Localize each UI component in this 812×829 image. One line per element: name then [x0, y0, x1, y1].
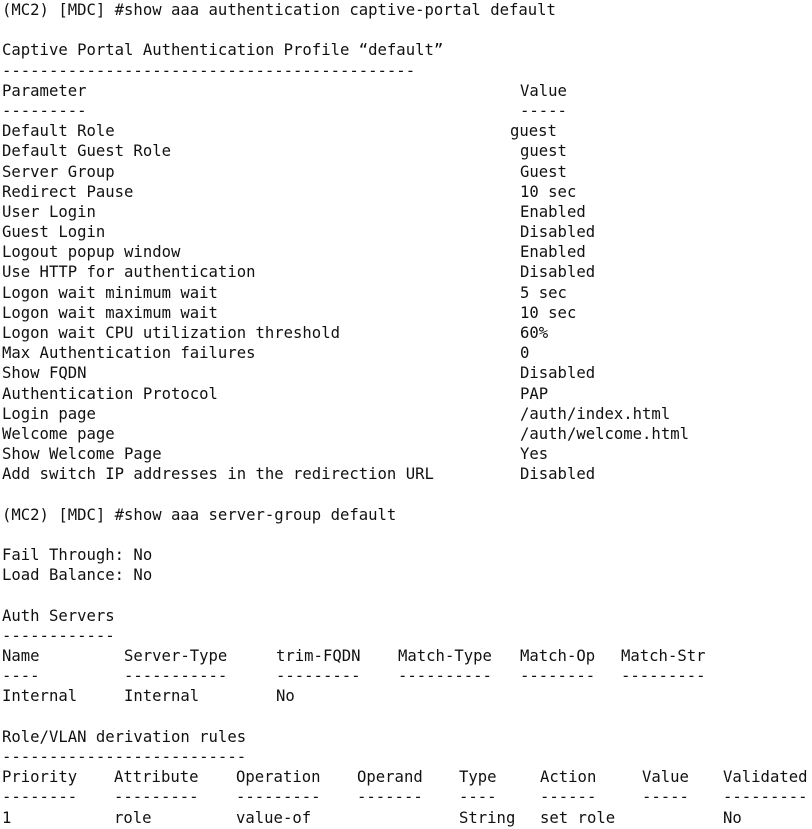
table-header [2, 767, 812, 787]
parameter-row [2, 464, 812, 484]
table-cell: set role [540, 808, 616, 827]
column-header-parameter: Parameter [2, 81, 87, 100]
parameter-value: Disabled [520, 465, 596, 484]
column-header: Server-Type [124, 647, 228, 665]
parameter-name: Login page [2, 404, 96, 423]
parameter-value: PAP [520, 384, 549, 403]
section-rule: ------------ [2, 626, 115, 645]
parameter-name: Show Welcome Page [2, 445, 162, 464]
parameter-value: 0 [520, 344, 530, 363]
load-balance-line: Load Balance: No [2, 566, 153, 585]
auth-servers-table [2, 646, 812, 707]
column-header: Value [642, 768, 689, 787]
parameter-value: Guest [520, 162, 567, 181]
parameter-row [2, 444, 812, 464]
parameter-value: Disabled [520, 223, 596, 242]
column-header: Priority [2, 768, 78, 787]
derivation-rules-table [2, 767, 812, 828]
column-header: Match-Op [520, 647, 596, 665]
section-title: Auth Servers [2, 606, 115, 625]
table-cell: String [459, 808, 516, 827]
parameter-name: Logout popup window [2, 243, 181, 262]
parameter-list [2, 121, 812, 484]
parameter-row [2, 202, 812, 222]
parameter-name: Logon wait CPU utilization threshold [2, 324, 340, 342]
table-cell: No [723, 808, 742, 827]
table-cell: No [276, 687, 295, 706]
table-header-rule: ---- ----------- --------- ---------- -------- --------- [2, 667, 706, 686]
parameter-name: Show FQDN [2, 364, 87, 383]
parameter-row [2, 323, 812, 343]
parameter-row [2, 242, 812, 262]
parameter-value: 10 sec [520, 182, 577, 201]
parameter-value: /auth/welcome.html [520, 424, 689, 443]
parameter-row [2, 303, 812, 323]
parameter-value: Disabled [520, 364, 596, 383]
table-cell: Internal [2, 687, 78, 706]
parameter-name: Default Role [2, 122, 115, 141]
command-line: (MC2) [MDC] #show aaa authentication captive-portal default [2, 1, 556, 19]
command-line: (MC2) [MDC] #show aaa server-group default [2, 505, 397, 524]
section-title: Role/VLAN derivation rules [2, 727, 247, 746]
parameter-name: Use HTTP for authentication [2, 263, 256, 282]
terminal-output [2, 0, 812, 829]
parameter-value: 5 sec [520, 283, 567, 302]
parameter-value: guest [520, 142, 567, 161]
table-row [2, 686, 812, 706]
table-cell: Internal [124, 687, 200, 706]
parameter-row [2, 141, 812, 161]
parameter-name: Add switch IP addresses in the redirection URL [2, 465, 434, 484]
parameter-row [2, 343, 812, 363]
parameter-row [2, 121, 812, 141]
parameter-row [2, 262, 812, 282]
column-header: trim-FQDN [276, 647, 361, 665]
section-rule: -------------------------- [2, 747, 247, 766]
table-cell: 1 [2, 808, 12, 827]
parameter-row [2, 384, 812, 404]
parameter-row [2, 283, 812, 303]
column-header: Action [540, 768, 597, 787]
table-header [2, 646, 812, 666]
column-header: Name [2, 647, 40, 665]
parameter-name: Authentication Protocol [2, 384, 218, 403]
column-header: Match-Str [621, 647, 706, 665]
column-header: Match-Type [398, 647, 492, 665]
column-header: Attribute [114, 768, 199, 787]
parameter-row [2, 424, 812, 444]
parameter-value: Yes [520, 445, 549, 464]
column-header: Operand [357, 768, 423, 787]
parameter-value: Enabled [520, 243, 586, 262]
parameter-name: Redirect Pause [2, 182, 134, 201]
parameter-name: Logon wait maximum wait [2, 303, 218, 322]
column-header: Validated [723, 768, 808, 787]
parameter-name: Welcome page [2, 424, 115, 443]
parameter-row [2, 222, 812, 242]
section-rule: -------------------------------------------- [2, 61, 416, 80]
column-header-value: Value [520, 81, 567, 100]
column-header: Type [459, 768, 497, 787]
section-title: Captive Portal Authentication Profile “default” [2, 41, 444, 60]
column-header: Operation [236, 768, 321, 787]
parameter-row [2, 162, 812, 182]
table-row [2, 808, 812, 828]
parameter-value: 60% [520, 324, 549, 342]
parameter-value: 10 sec [520, 303, 577, 322]
parameter-name: Guest Login [2, 223, 106, 242]
parameter-name: Server Group [2, 162, 115, 181]
table-header-rule: -------- --------- --------- ------- ---- ------ ----- --------- [2, 788, 808, 807]
parameter-row [2, 363, 812, 383]
parameter-name: Default Guest Role [2, 142, 171, 161]
parameter-value: Enabled [520, 202, 586, 221]
table-header-rule: --------- ----- [2, 101, 567, 120]
parameter-row [2, 182, 812, 202]
table-cell: value-of [236, 808, 312, 827]
parameter-value: /auth/index.html [520, 404, 671, 423]
table-header [2, 81, 812, 101]
parameter-value: guest [510, 122, 557, 141]
parameter-name: User Login [2, 202, 96, 221]
fail-through-line: Fail Through: No [2, 546, 153, 565]
table-cell: role [114, 808, 152, 827]
parameter-name: Max Authentication failures [2, 344, 256, 363]
parameter-value: Disabled [520, 263, 596, 282]
parameter-row [2, 404, 812, 424]
parameter-name: Logon wait minimum wait [2, 283, 218, 302]
